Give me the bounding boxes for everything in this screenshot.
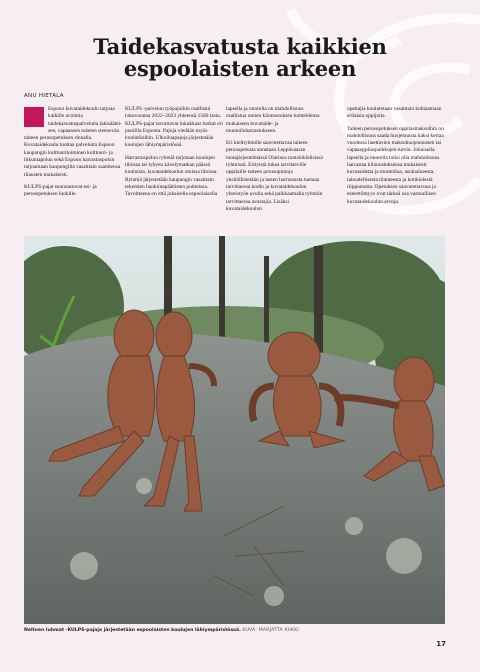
paragraph: Espoon kuvataidekoulu tarjoaa kaikille avoimia taidekasvatuspalveluita lakisääteisen, vapaaseen toiseen steenevän taiteen perusopetuksen rinnalla. Kuvataidekoulu tuottaa palveluita Espoon kaupungin kulttuuritoiminen kulttuuri- ja liikuntapolun sekä Espoon harrastuspolun tarjoamaan kaupungilta vasaittain saamiensa tilausten mukaisesti.: [24, 106, 122, 178]
drop-cap-square: [24, 107, 44, 127]
paragraph: lapsella ja nuorella on mahdollisuus osallistua omien kiinnostuksen kohteidensa mukaiseen kuvataide- ja muotoiluharrastukseen.: [226, 106, 320, 134]
photo-caption: [24, 628, 445, 633]
text-column-1: [24, 106, 122, 204]
text-column-3: [226, 106, 324, 218]
photo-credit: KUVA: MARJATTA KIIKKI: [242, 628, 299, 633]
paragraph: opettajia koulutetaan vasaittain kohtaamaan erilaisia oppijoita.: [347, 106, 442, 120]
author-byline: ANU HIETALA: [24, 93, 64, 99]
text-column-4: [347, 106, 447, 211]
paragraph: Taiteen perusopetuksen oppilasmaksuihin on mahdollisuus saada huojennusta kaksi kertaa vuodessa haettavien maksuhuojennusten tai vapaaoppilaspaikkojen turvin. Jokaisella lapsella ja nuorella tulisi olla mahdollisuus harrastaa kiinnostuksensa mukaisesti kuvataidetta ja muotoilua, asuinalueesta, taloudellisesta tilanteesta ja kotikielestä riippumatta. Opetuksen saavutettavuus ja esteettömyys ovat tärkeä osa vastuullisen kuvataidekoulun arvoja.: [347, 125, 444, 205]
clay-figures-photo: [24, 236, 445, 624]
page-number: 17: [436, 640, 446, 648]
paragraph: KULPS -palvelun työpajoihin osallistui lukuvuonna 2022–2023 yhteensä 1580 lasta. KULPS-pajat tavoittavat lukukkaat luokat eri puolilla Espoota. Pajoja viedään myös koulutiloihin. Ulkoiluapajoja järjestetään koulujen lähiympäristössä.: [125, 106, 223, 149]
paragraph: KULPS-pajat suuntautuvat esi- ja perusopetuksen luokille.: [24, 183, 97, 198]
caption-text: Neltoen luhmat -KULPS-pajaja järjestetään espoolaisten koulujen lähiympäristössä.: [24, 628, 241, 633]
paragraph: Harrastuspolun ryhmiä tarjotaan koulujen tiloissa tai lyhyen kävelymatkan päässä kouluista, kuvataidekoulun omissa tiloissa. Ryhmiä järjestetään kaupungin vasaittain tekemien hankintapäätösten puitteissa. Tavoitteena on että jokaisella espoolaisella: [125, 154, 218, 198]
article-title: Taidekasvatusta kaikkien espoolaisten arkeen: [93, 34, 387, 81]
paragraph: Eri kielityhmille saavutettavaa taiteen perusopetusta annetaan Leppävaaran tuotajärjestelmässä Olarinsa ruotsinkielisissä ryhmissä. Erityistä tukea tarvitseville oppilaille taiteen perusopintoja yksilöllistetään ja lasten harrastusta tuetaan tarvittaessa kodin ja kuvataidekoulun yhteistyön avulla sekä palkkaamalla ryhmiin tarvittaessa avustajia. Lisäksi kuvataidekoulun: [226, 140, 323, 212]
text-column-2: [125, 106, 223, 204]
